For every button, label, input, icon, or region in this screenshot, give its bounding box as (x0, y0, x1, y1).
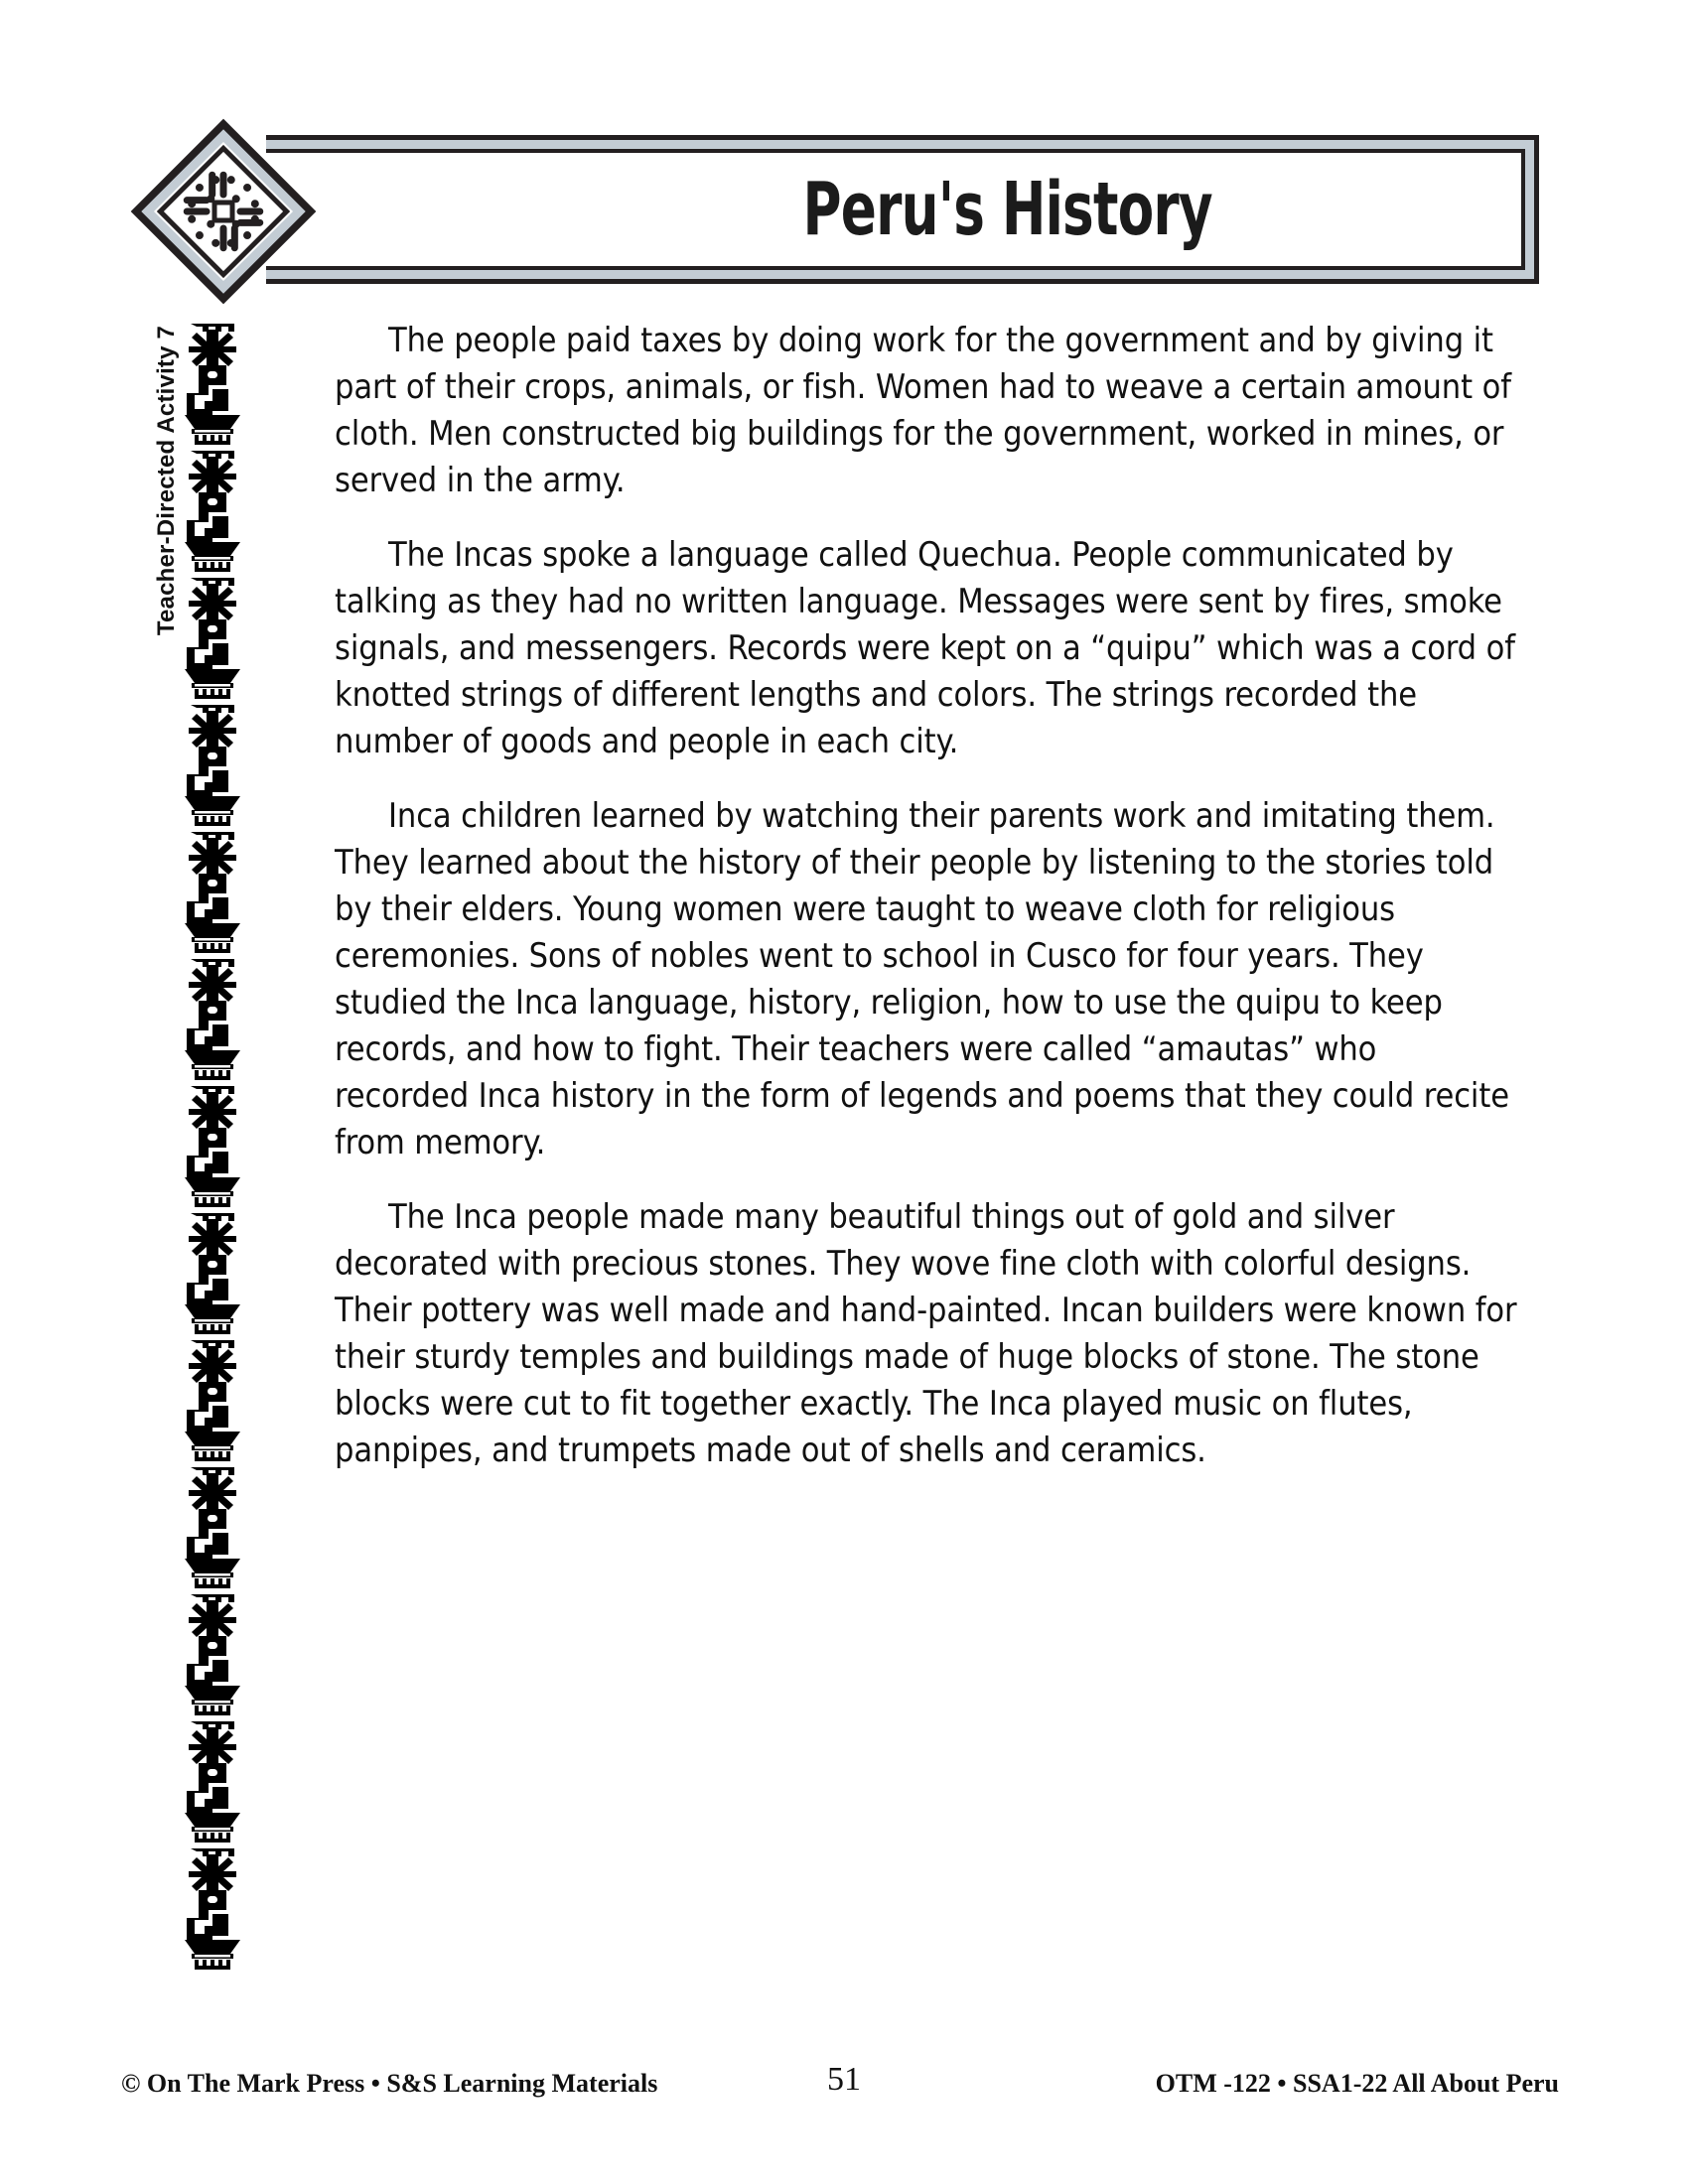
body-paragraph: The Incas spoke a language called Quechua. People communicated by talking as they had no written language. Messages were sent by fires, smoke signals, and messengers. Records were kept on a “quipu” which was a cord of knotted strings of different lengths and colors. The strings recorded the number of goods and people in each city. (335, 535, 1515, 761)
footer-product-code: OTM -122 • SSA1-22 All About Peru (1155, 2069, 1559, 2098)
title-banner-inner-rule (266, 149, 1525, 270)
title-banner-light-rule (266, 140, 1534, 279)
page-header (0, 117, 1688, 306)
page-title: Peru's History (802, 167, 1213, 252)
footer-copyright: © On The Mark Press • S&S Learning Materials (121, 2069, 658, 2098)
inca-border-pattern-icon (177, 320, 248, 2007)
footer-page-number: 51 (827, 2061, 861, 2098)
page-footer (0, 2061, 1688, 2109)
title-banner (266, 135, 1539, 284)
body-paragraph: The people paid taxes by doing work for the government and by giving it part of their crops, animals, or fish. Women had to weave a certain amount of cloth. Men constructed big buildings for the government, worked in mines, or served in the army. (335, 321, 1511, 500)
body-paragraph: Inca children learned by watching their parents work and imitating them. They learned about the history of their people by listening to the stories told by their elders. Young women were taught to weave cloth for religious ceremonies. Sons of nobles went to school in Cusco for four years. They studied the Inca language, history, religion, how to use the quipu to keep records, and how to fight. Their teachers were called “amautas” who recorded Inca history in the form of legends and poems that they could recite from memory. (335, 796, 1509, 1162)
body-content (335, 318, 1518, 1502)
body-paragraph: The Inca people made many beautiful things out of gold and silver decorated with precious stones. They wove fine cloth with colorful designs. Their pottery was well made and hand-painted. Incan builders were known for their sturdy temples and buildings made of huge blocks of stone. The stone blocks were cut to fit together exactly. The Inca played music on flutes, panpipes, and trumpets made out of shells and ceramics. (335, 1197, 1517, 1470)
activity-label: Teacher-Directed Activity 7 (153, 325, 180, 636)
